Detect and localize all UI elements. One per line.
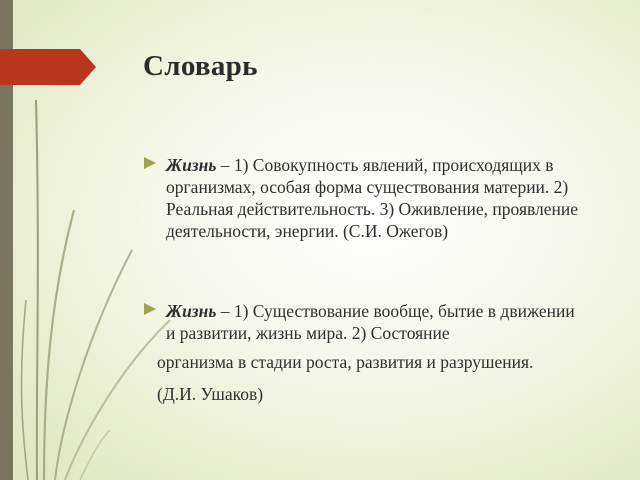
entry-term: Жизнь [166,155,217,175]
bullet-arrow-icon [144,303,156,315]
definition-continuation-line: организма в стадии роста, развития и разрушения. [157,352,534,372]
definition-source-line: (Д.И. Ушаков) [157,384,264,404]
title-arrow-decoration [0,49,96,85]
entry-definition: – 1) Существование вообще, бытие в движении и развитии, жизнь мира. 2) Состояние [166,301,575,343]
definition-entry-1 [166,154,586,242]
definition-entry-2 [166,300,586,344]
entry-term: Жизнь [166,301,217,321]
bullet-arrow-icon [144,157,156,169]
entry-definition: – 1) Совокупность явлений, происходящих в организмах, особая форма существования материи. 2) Реальная действительность. 3) Оживление, проявление деятельности, энергии. (С.И. Ожегов) [166,155,579,241]
slide-title: Словарь [143,50,258,82]
